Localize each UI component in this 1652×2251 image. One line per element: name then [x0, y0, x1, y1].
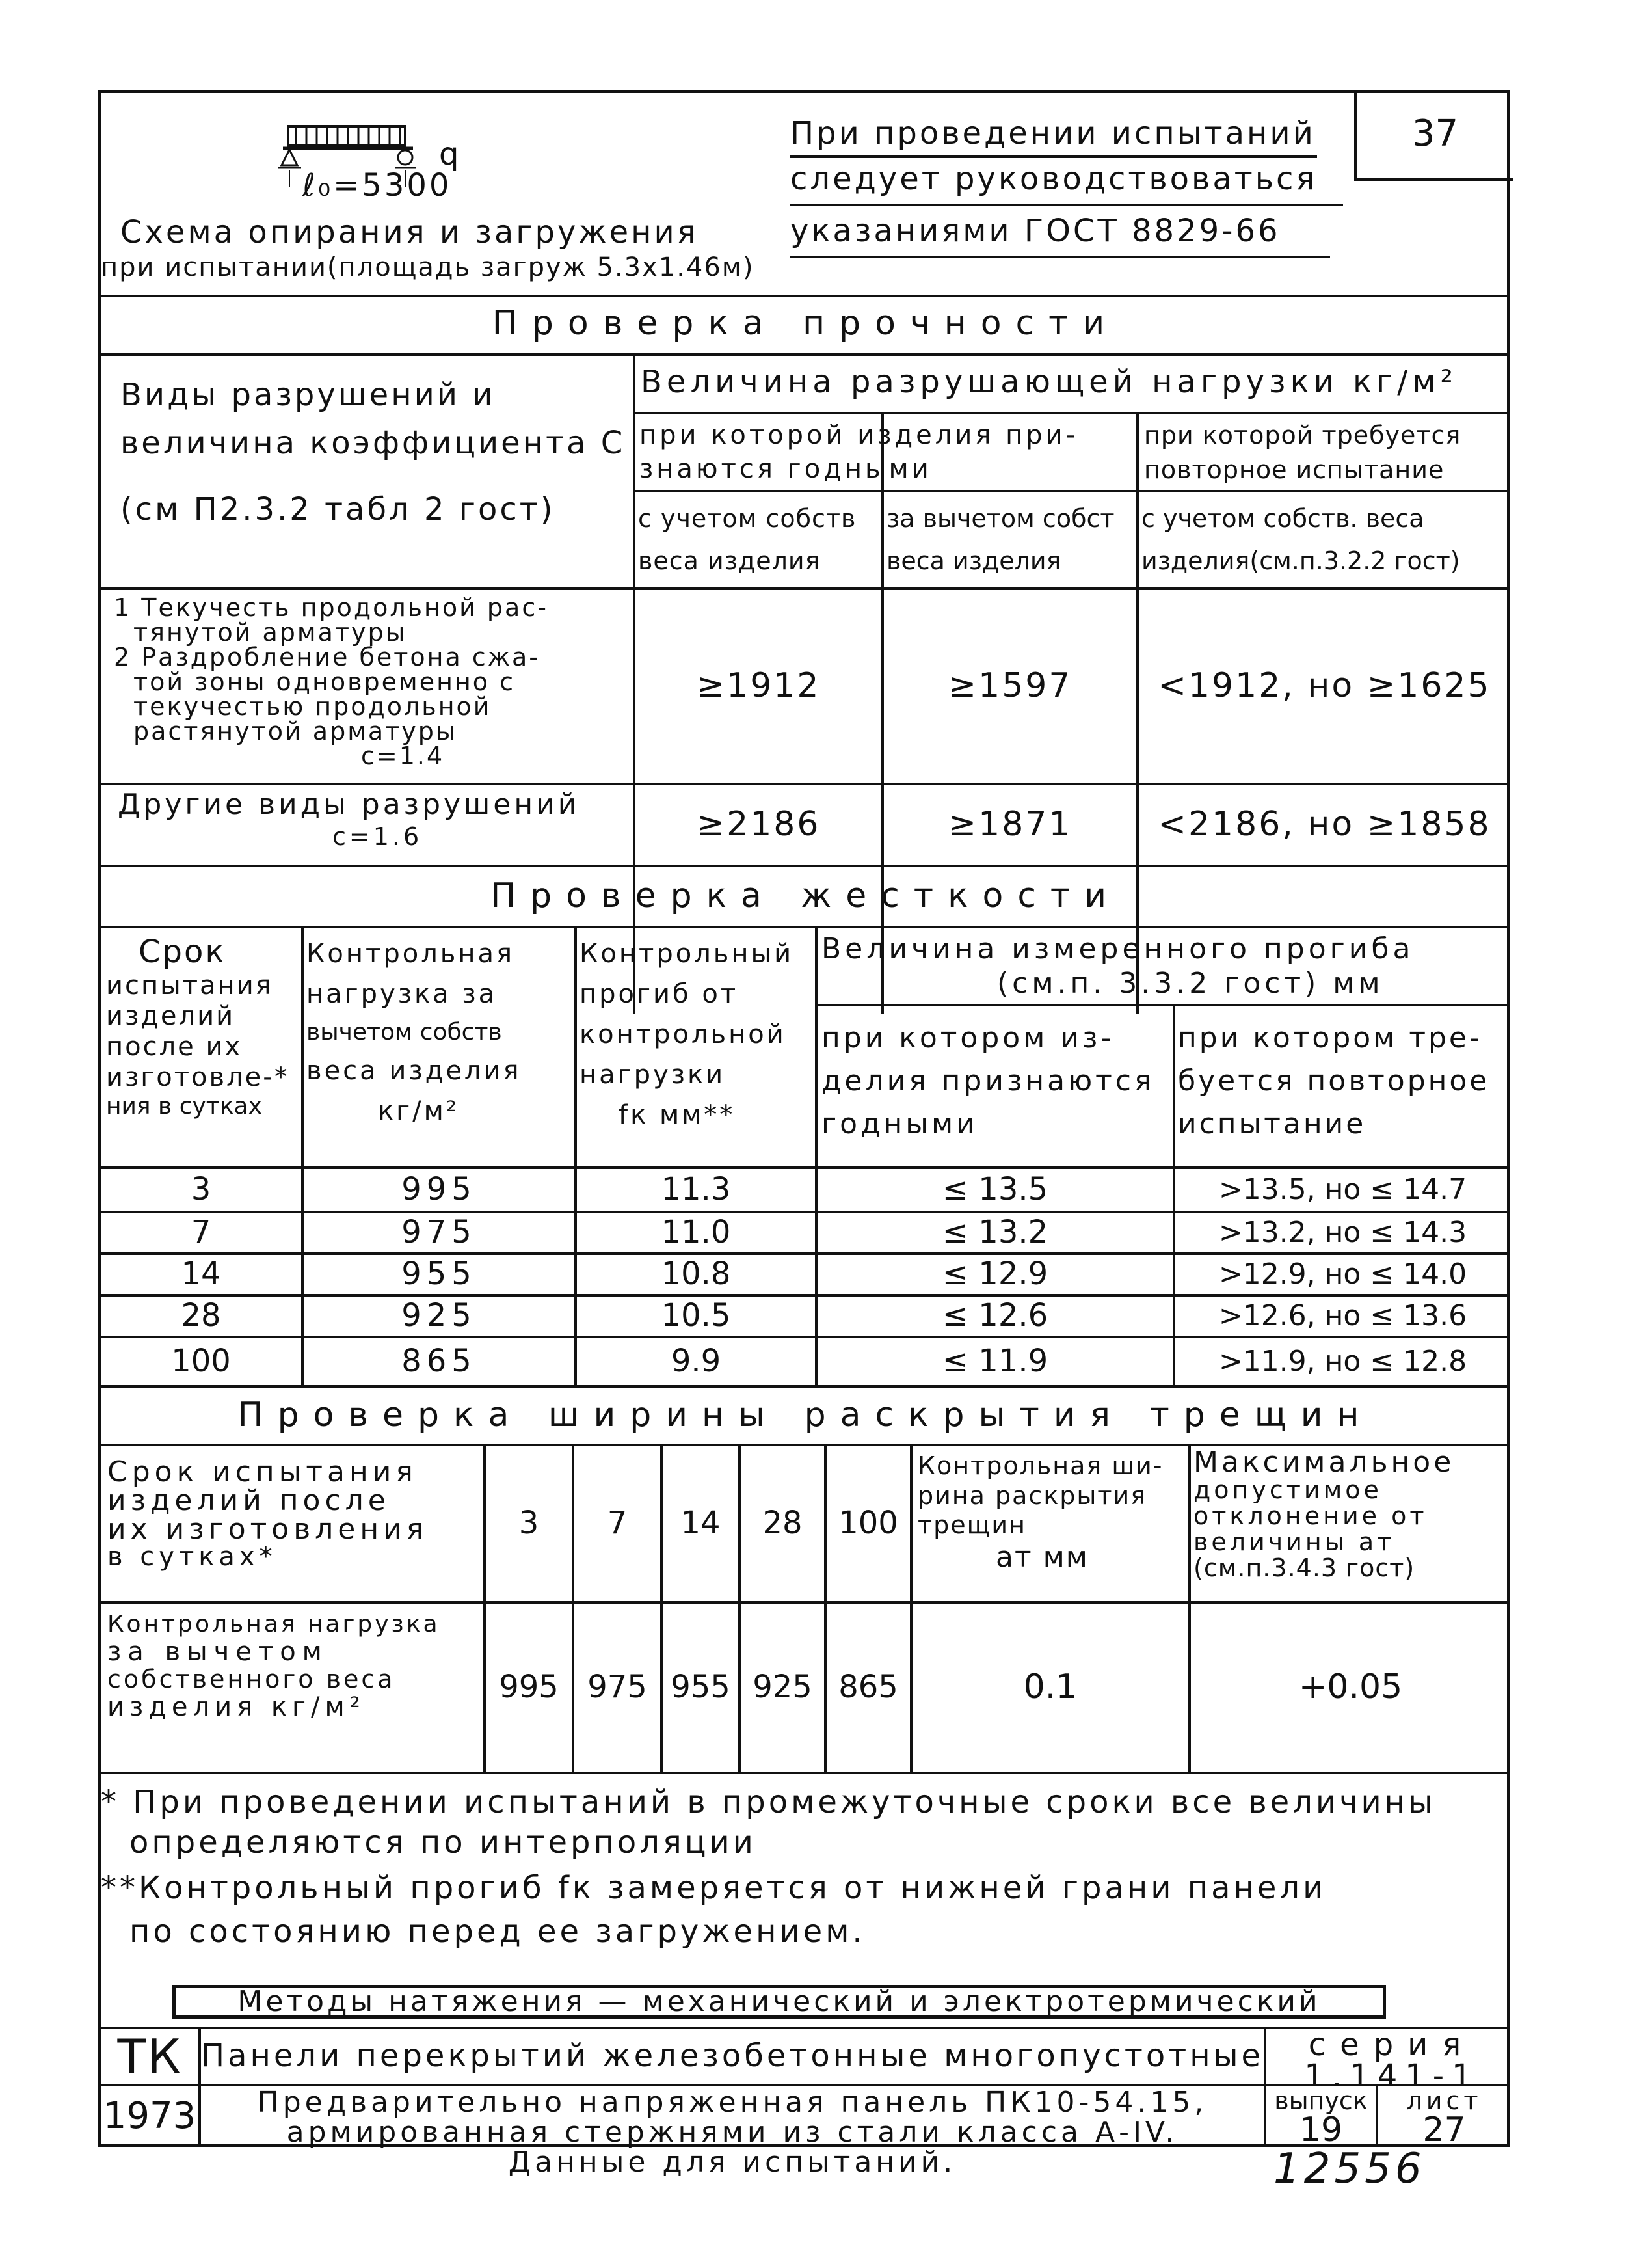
- table-row-retest: >13.5, но ≤ 14.7: [1218, 1172, 1467, 1206]
- max-dev-header-line: допустимое: [1193, 1476, 1382, 1505]
- table-row-retest: >12.6, но ≤ 13.6: [1218, 1299, 1467, 1332]
- gost-note-line2: следует руководствоваться: [790, 161, 1318, 197]
- note-deflection-measure: [101, 1867, 1326, 1954]
- issue-value: 19: [1299, 2110, 1343, 2150]
- accepted-header-line: при котором из-: [821, 1021, 1115, 1055]
- max-dev-header-line: величины aт: [1193, 1527, 1395, 1556]
- col-header-line: с учетом собств: [638, 504, 857, 533]
- control-defl-header-line: контрольной: [580, 1019, 786, 1049]
- max-deviation-header: [1193, 1448, 1454, 1582]
- table-row-load: 955: [401, 1256, 477, 1293]
- table-row-deflection: 10.5: [661, 1297, 731, 1334]
- retest-deflection-header: [1178, 1017, 1489, 1146]
- strength-title: Проверка прочности: [492, 304, 1119, 344]
- crack-width-header-line: трещин: [918, 1511, 1026, 1540]
- crack-term-line: Срок испытания: [107, 1455, 418, 1489]
- table-row-load: 925: [401, 1297, 477, 1334]
- note-line: определяются по интерполяции: [129, 1824, 756, 1861]
- strength-r1-with-weight: ≥1912: [696, 666, 821, 706]
- note-interpolation: [101, 1782, 1436, 1863]
- max-dev-header-line: отклонение от: [1193, 1502, 1428, 1531]
- gost-note-line1: При проведении испытаний: [790, 115, 1316, 152]
- failure-header-line: величина коэффициента С: [120, 425, 626, 461]
- series-value: 1.141-1: [1304, 2058, 1480, 2094]
- retest-header-line: при которой требуется: [1144, 421, 1461, 450]
- accepted-header-line: годными: [821, 1107, 978, 1140]
- col-header-line: с учетом собств. веса: [1141, 504, 1424, 533]
- failure-desc-line: тянутой арматуры: [133, 618, 407, 647]
- term-header-line: Срок: [139, 934, 226, 970]
- table-row-accepted: ≤ 12.6: [942, 1297, 1048, 1334]
- term-header-line: испытания: [106, 970, 273, 1001]
- breaking-load-header: Величина разрушающей нагрузки кг/м²: [641, 364, 1458, 400]
- col-header-line: за вычетом собст: [886, 504, 1115, 533]
- crack-load-line: за вычетом: [107, 1636, 328, 1667]
- stamp-desc-line: Предварительно напряженная панель ПК10-54.15,: [257, 2086, 1208, 2119]
- control-load-header-line: нагрузка за: [306, 979, 498, 1009]
- term-header-line: изготовле-*: [106, 1062, 289, 1093]
- crack-load-label: [107, 1611, 440, 1721]
- retest-defl-header-line: испытание: [1178, 1107, 1366, 1140]
- with-own-weight-header: [638, 498, 856, 582]
- crack-title: Проверка ширины раскрытия трещин: [237, 1395, 1374, 1435]
- scheme-caption-line1: Схема опирания и загружения: [120, 214, 699, 250]
- crack-term-line: их изготовления: [107, 1513, 429, 1546]
- table-row-term: 14: [181, 1256, 221, 1293]
- crack-load-7: 975: [587, 1669, 647, 1706]
- note-line: по состоянию перед ее загружением.: [129, 1913, 866, 1950]
- strength-r2-with-weight: ≥2186: [696, 805, 821, 844]
- stamp-desc-line: армированная стержнями из стали класса А-IV.: [286, 2116, 1179, 2150]
- failure-desc-line: 1 Текучесть продольной рас-: [114, 593, 548, 622]
- failure-types-header: [120, 377, 626, 528]
- table-row-retest: >13.2, но ≤ 14.3: [1218, 1215, 1467, 1249]
- col-header-line: веса изделия: [886, 546, 1061, 575]
- control-load-header-line: кг/м²: [378, 1096, 459, 1126]
- max-dev-header-line: (см.п.3.4.3 гост): [1193, 1553, 1415, 1582]
- gost-note-line3: указаниями ГОСТ 8829-66: [790, 213, 1281, 249]
- span-label: ℓ₀=5300: [302, 167, 452, 204]
- sheet-label: лист: [1406, 2086, 1482, 2116]
- table-row-term: 100: [171, 1343, 231, 1380]
- term-header: [106, 934, 289, 1121]
- table-row-load: 995: [401, 1171, 477, 1208]
- table-row-accepted: ≤ 13.5: [942, 1171, 1048, 1208]
- failure-desc-line: текучестью продольной: [133, 692, 492, 721]
- crack-load-line: Контрольная нагрузка: [107, 1611, 440, 1638]
- table-row-deflection: 11.0: [661, 1214, 731, 1251]
- crack-load-line: изделия кг/м²: [107, 1692, 366, 1723]
- minus-own-weight-header: [886, 498, 1115, 582]
- measured-deflection-header: [821, 932, 1414, 1001]
- table-row-retest: >12.9, но ≤ 14.0: [1218, 1257, 1467, 1291]
- scheme-caption-line2: при испытании(площадь загруж 5.3х1.46м): [101, 252, 754, 282]
- crack-width-value: 0.1: [1023, 1667, 1078, 1707]
- retest-defl-header-line: буется повторное: [1178, 1064, 1490, 1098]
- term-header-line: изделий: [106, 1001, 235, 1031]
- crack-load-3: 995: [499, 1669, 559, 1706]
- measured-header-line: (см.п. 3.3.2 гост) мм: [997, 966, 1384, 1000]
- failure-row-1-desc: [114, 595, 548, 768]
- table-row-load: 975: [401, 1214, 477, 1251]
- accept-header-line: при которой изделия при-: [639, 420, 1079, 450]
- crack-width-header-line: aт мм: [996, 1540, 1089, 1574]
- accepted-header-line: делия признаются: [821, 1064, 1155, 1098]
- control-load-header-line: веса изделия: [306, 1055, 522, 1086]
- control-defl-header-line: прогиб от: [580, 979, 739, 1009]
- stamp-title: Панели перекрытий железобетонные многопустотные: [200, 2038, 1264, 2075]
- stamp-description: [201, 2088, 1264, 2178]
- series-label: серия: [1308, 2027, 1476, 2063]
- measured-header-line: Величина измеренного прогиба: [821, 932, 1415, 965]
- col-header-line: изделия(см.п.3.2.2 гост): [1141, 546, 1460, 575]
- max-dev-header-line: Максимальное: [1193, 1446, 1455, 1479]
- failure-header-line: (см П2.3.2 табл 2 гост): [120, 491, 555, 528]
- accept-header-line: знаются годными: [639, 454, 932, 484]
- control-defl-header-line: Контрольный: [580, 939, 794, 969]
- term-header-line: ния в сутках: [106, 1093, 262, 1120]
- archive-number: 12556: [1273, 2145, 1426, 2193]
- crack-term-line: изделий после: [107, 1484, 390, 1517]
- col-header-line: веса изделия: [638, 546, 821, 575]
- control-defl-header-line: нагрузки: [580, 1060, 726, 1090]
- crack-term-100: 100: [838, 1505, 898, 1542]
- control-deflection-header: [580, 934, 793, 1135]
- strength-r2-retest: <2186, но ≥1858: [1158, 805, 1491, 844]
- crack-load-line: собственного веса: [107, 1664, 395, 1693]
- failure-desc-line: той зоны одновременно с: [133, 667, 516, 696]
- table-row-retest: >11.9, но ≤ 12.8: [1218, 1344, 1467, 1378]
- strength-r1-retest: <1912, но ≥1625: [1158, 666, 1491, 706]
- page-number: 37: [1354, 90, 1513, 181]
- retest-defl-header-line: при котором тре-: [1178, 1021, 1482, 1055]
- accepted-deflection-header: [821, 1017, 1154, 1146]
- table-row-term: 3: [191, 1171, 211, 1208]
- tension-methods-box: Методы натяжения — механический и электротермический: [172, 1985, 1386, 2019]
- crack-term-line: в сутках*: [107, 1542, 277, 1572]
- control-load-header: [306, 934, 522, 1131]
- stamp-code: ТК: [117, 2029, 182, 2084]
- note-line: **Контрольный прогиб fк замеряется от нижней грани панели: [101, 1870, 1327, 1906]
- sheet-value: 27: [1422, 2110, 1466, 2150]
- failure-header-line: Виды разрушений и: [120, 377, 496, 413]
- accept-header: [639, 418, 1078, 486]
- crack-term-7: 7: [607, 1505, 628, 1542]
- crack-width-header-line: рина раскрытия: [918, 1481, 1147, 1510]
- table-row-load: 865: [401, 1343, 477, 1380]
- failure-desc-line: с=1.6: [332, 822, 423, 851]
- failure-desc-line: растянутой арматуры: [133, 717, 457, 746]
- crack-load-28: 925: [753, 1669, 812, 1706]
- retest-header-line: повторное испытание: [1144, 455, 1445, 485]
- crack-load-14: 955: [671, 1669, 730, 1706]
- control-defl-header-line: fк мм**: [619, 1100, 736, 1130]
- control-load-header-line: вычетом собств: [306, 1019, 502, 1045]
- crack-term-label: [107, 1455, 429, 1572]
- crack-width-header-line: Контрольная ши-: [918, 1451, 1164, 1480]
- table-row-accepted: ≤ 12.9: [942, 1256, 1048, 1293]
- note-line: * При проведении испытаний в промежуточные сроки все величины: [101, 1784, 1436, 1820]
- stamp-year: 1973: [103, 2095, 196, 2138]
- crack-term-3: 3: [518, 1505, 539, 1542]
- table-row-term: 7: [191, 1214, 211, 1251]
- table-row-accepted: ≤ 13.2: [942, 1214, 1048, 1251]
- crack-load-100: 865: [838, 1669, 898, 1706]
- crack-term-28: 28: [762, 1505, 803, 1542]
- load-symbol: q: [439, 136, 462, 172]
- stamp-desc-line: Данные для испытаний.: [508, 2146, 957, 2179]
- table-row-deflection: 9.9: [671, 1343, 721, 1380]
- strength-r1-minus-weight: ≥1597: [948, 666, 1072, 706]
- table-row-deflection: 10.8: [661, 1256, 731, 1293]
- control-load-header-line: Контрольная: [306, 939, 515, 969]
- strength-r2-minus-weight: ≥1871: [948, 805, 1072, 844]
- crack-term-14: 14: [680, 1505, 721, 1542]
- term-header-line: после их: [106, 1032, 243, 1062]
- failure-desc-line: Другие виды разрушений: [118, 788, 580, 821]
- table-row-accepted: ≤ 11.9: [942, 1343, 1048, 1380]
- table-row-term: 28: [181, 1297, 221, 1334]
- crack-width-header: [918, 1451, 1164, 1575]
- retest-weight-header: [1141, 498, 1460, 582]
- series-block: [1272, 2029, 1512, 2092]
- failure-row-2-desc: [118, 788, 580, 852]
- max-deviation-value: +0.05: [1298, 1667, 1403, 1707]
- table-row-deflection: 11.3: [661, 1171, 731, 1208]
- failure-desc-line: с=1.4: [361, 742, 445, 770]
- stiffness-title: Проверка жесткости: [490, 876, 1121, 916]
- failure-desc-line: 2 Раздробление бетона сжа-: [114, 643, 540, 671]
- issue-label: выпуск: [1274, 2086, 1368, 2116]
- retest-header: [1144, 418, 1461, 487]
